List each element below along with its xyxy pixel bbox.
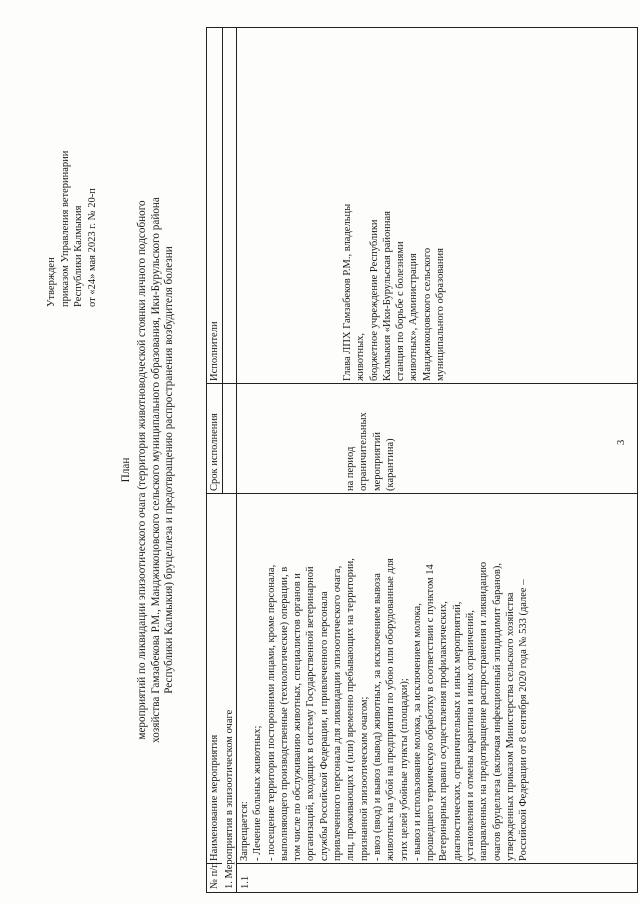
description-line: установления и отмены карантина и иных ограничений, bbox=[465, 610, 477, 861]
executor-line: бюджетное учреждение Республики bbox=[368, 219, 380, 381]
row-deadline bbox=[343, 384, 398, 494]
row-description bbox=[237, 494, 532, 864]
executor-line: животных, bbox=[355, 332, 367, 381]
description-line: очагов бруцеллеза (включая инфекционный эпидидимит баранов), bbox=[491, 563, 503, 861]
header-num: № п/п bbox=[209, 862, 220, 889]
header-deadline: Срок исполнения bbox=[209, 413, 220, 491]
description-line: утвержденных приказом Министерства сельского хозяйства bbox=[504, 592, 516, 861]
description-line: этих целей убойные пункты (площадки); bbox=[398, 678, 410, 861]
title-line: мероприятий по ликвидации эпизоотического очага (территория животноводческой стоянки личного подсобного bbox=[135, 200, 148, 740]
description-line: - посещение территории посторонними лицами, кроме персонала, bbox=[265, 564, 277, 861]
description-line: диагностических, ограничительных и иных мероприятий, bbox=[451, 601, 463, 861]
approval-stamp bbox=[45, 47, 99, 307]
measures-table bbox=[206, 27, 638, 893]
description-line: службы Российской Федерации, и привлеченного персонала bbox=[318, 591, 330, 861]
page-number: 3 bbox=[616, 439, 627, 445]
row-executors bbox=[340, 28, 448, 384]
description-line: том числе по обслуживанию животных, специалистов органов и bbox=[292, 573, 304, 861]
plan-title bbox=[120, 75, 177, 865]
description-line: выполняющего производственные (технологические) операции, в bbox=[278, 566, 290, 861]
description-line: Ветеринарных правил осуществления профилактических, bbox=[438, 601, 450, 861]
section-title: 1. Мероприятия в эпизоотическом очаге bbox=[222, 494, 236, 892]
description-line: признанной эпизоотическим очагом; bbox=[358, 696, 370, 861]
deadline-line: мероприятий bbox=[371, 432, 383, 491]
description-line: Российской Федерации от 8 сентября 2020 года № 533 (далее – bbox=[518, 579, 530, 861]
executor-line: Глава ЛПХ Гамзабеков Р.М., владельцы bbox=[342, 203, 353, 381]
description-line: прошедшего термическую обработку в соответствии с пунктом 14 bbox=[425, 564, 437, 861]
approval-line: приказом Управления ветеринарии bbox=[59, 150, 71, 307]
description-line: привлеченного персонала для ликвидации эпизоотического очага, bbox=[332, 565, 344, 861]
header-name: Наименование мероприятия bbox=[209, 734, 220, 861]
deadline-line: (карантина) bbox=[384, 438, 396, 491]
description-line: Запрещается: bbox=[239, 801, 250, 861]
header-executors: Исполнители bbox=[209, 321, 220, 381]
executor-line: станция по борьбе с болезнями bbox=[395, 241, 407, 381]
description-line: - ввоз (ввод) и вывоз (вывод) животных, за исключением вывоза bbox=[371, 573, 383, 861]
executor-line: животных», Администрация bbox=[408, 253, 420, 381]
approval-line: от «24» мая 2023 г. № 20-п bbox=[86, 188, 98, 307]
deadline-line: ограничительных bbox=[358, 412, 370, 491]
plan-heading: План bbox=[120, 457, 132, 483]
description-line: направленных на предотвращение распространения и ликвидацию bbox=[478, 561, 490, 861]
row-num: 1.1 bbox=[240, 875, 251, 889]
approval-line: Утвержден bbox=[46, 257, 57, 307]
description-line: организаций, входящих в систему Государственной ветеринарной bbox=[305, 566, 317, 861]
description-line: лиц, проживающих и (или) временно пребывающих на территории, bbox=[345, 558, 357, 861]
executor-line: Манджикоцовского сельского bbox=[421, 247, 433, 381]
description-line: - вывоз и использование молока, за исключением молока, bbox=[411, 603, 423, 861]
approval-line: Республики Калмыкия bbox=[73, 205, 85, 307]
deadline-line: на период bbox=[345, 446, 356, 491]
executor-line: Калмыкия «Ики-Бурульская районная bbox=[381, 211, 393, 381]
title-line: Республики Калмыкия) бруцеллеза и предотвращению распространения возбудителя болезни bbox=[163, 246, 176, 694]
description-line: - Лечение больных животных; bbox=[252, 725, 264, 861]
title-line: хозяйства Гамзабекова Р.М., Манджикоцовского сельского муниципального образования, Ики-Бурульского района bbox=[149, 197, 162, 743]
executor-line: муниципального образования bbox=[435, 248, 447, 381]
description-line: животных на убой на предприятия по убою или оборудованные для bbox=[385, 558, 397, 861]
